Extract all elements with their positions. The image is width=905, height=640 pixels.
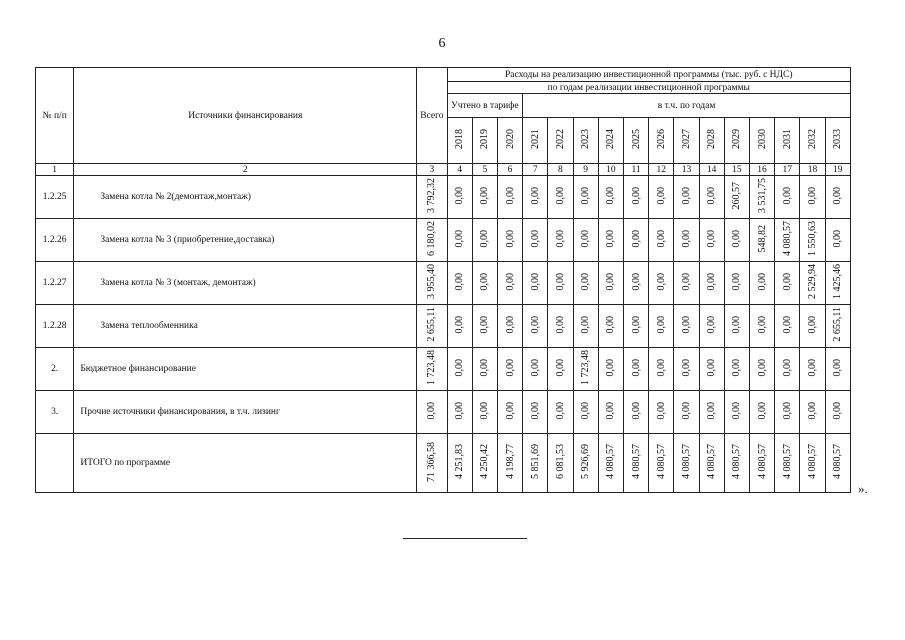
row-year-value: 6 081,53	[548, 434, 573, 493]
row-year-value: 0,00	[472, 391, 497, 434]
header-sources: Источники финансирования	[74, 68, 417, 164]
row-year-value: 0,00	[674, 348, 699, 391]
row-year-value: 0,00	[699, 348, 724, 391]
row-year-value: 0,00	[447, 176, 472, 219]
year-header: 2020	[497, 118, 522, 164]
row-year-value: 0,00	[674, 219, 699, 262]
row-year-value: 4 080,57	[775, 434, 800, 493]
row-year-value: 0,00	[623, 348, 648, 391]
row-year-value: 0,00	[674, 305, 699, 348]
row-number: 3.	[36, 391, 74, 434]
table-row	[36, 391, 851, 434]
column-number: 2	[74, 164, 417, 176]
column-number: 1	[36, 164, 74, 176]
row-total-value: 6 180,02	[417, 219, 447, 262]
row-year-value: 0,00	[749, 262, 774, 305]
row-year-value: 0,00	[623, 262, 648, 305]
row-year-value: 0,00	[825, 219, 850, 262]
row-year-value: 0,00	[497, 176, 522, 219]
row-year-value: 0,00	[472, 348, 497, 391]
table-row	[36, 219, 851, 262]
row-year-value: 0,00	[523, 176, 548, 219]
table-row	[36, 262, 851, 305]
row-year-value: 0,00	[649, 262, 674, 305]
row-year-value: 5 926,69	[573, 434, 598, 493]
row-year-value: 0,00	[447, 262, 472, 305]
row-year-value: 0,00	[523, 305, 548, 348]
row-year-value: 4 080,57	[623, 434, 648, 493]
row-year-value: 0,00	[548, 305, 573, 348]
row-year-value: 0,00	[749, 305, 774, 348]
header-total: Всего	[417, 68, 447, 164]
row-total-value: 2 655,11	[417, 305, 447, 348]
row-total-value: 3 792,32	[417, 176, 447, 219]
row-number: 1.2.26	[36, 219, 74, 262]
row-source-name: Замена теплообменника	[74, 305, 417, 348]
row-year-value: 0,00	[649, 391, 674, 434]
row-year-value: 0,00	[749, 391, 774, 434]
row-year-value: 0,00	[699, 219, 724, 262]
row-year-value: 4 080,57	[825, 434, 850, 493]
row-number: 1.2.27	[36, 262, 74, 305]
year-header: 2021	[523, 118, 548, 164]
row-year-value: 0,00	[825, 391, 850, 434]
column-number: 11	[623, 164, 648, 176]
row-year-value: 0,00	[548, 262, 573, 305]
row-source-name: Бюджетное финансирование	[74, 348, 417, 391]
row-total-value: 1 723,48	[417, 348, 447, 391]
row-year-value: 0,00	[623, 176, 648, 219]
row-year-value: 0,00	[674, 176, 699, 219]
row-year-value: 1 550,63	[800, 219, 825, 262]
row-year-value: 0,00	[800, 391, 825, 434]
row-year-value: 0,00	[497, 348, 522, 391]
table-row	[36, 305, 851, 348]
table-row	[36, 348, 851, 391]
table-header	[36, 68, 851, 176]
column-number: 3	[417, 164, 447, 176]
row-year-value: 4 251,83	[447, 434, 472, 493]
year-header: 2027	[674, 118, 699, 164]
row-year-value: 4 198,77	[497, 434, 522, 493]
page-number: 6	[438, 36, 446, 51]
row-year-value: 0,00	[472, 305, 497, 348]
row-year-value: 0,00	[573, 219, 598, 262]
column-number: 18	[800, 164, 825, 176]
row-year-value: 4 080,57	[800, 434, 825, 493]
header-by-years: по годам реализации инвестиционной программы	[447, 82, 850, 94]
year-header: 2029	[724, 118, 749, 164]
year-header: 2031	[775, 118, 800, 164]
year-header: 2018	[447, 118, 472, 164]
year-header: 2033	[825, 118, 850, 164]
row-year-value: 0,00	[472, 176, 497, 219]
header-incl-by-years: в т.ч. по годам	[523, 94, 851, 118]
row-year-value: 0,00	[699, 391, 724, 434]
row-year-value: 0,00	[775, 262, 800, 305]
column-number: 17	[775, 164, 800, 176]
header-num: № п/п	[36, 68, 74, 164]
row-year-value: 0,00	[775, 305, 800, 348]
footer-rule	[403, 538, 527, 539]
table-row	[36, 434, 851, 493]
column-number: 6	[497, 164, 522, 176]
row-year-value: 0,00	[523, 262, 548, 305]
row-year-value: 0,00	[598, 391, 623, 434]
year-header: 2026	[649, 118, 674, 164]
row-year-value: 4 080,57	[598, 434, 623, 493]
row-year-value: 4 080,57	[699, 434, 724, 493]
closing-quote: ».	[858, 481, 868, 496]
row-year-value: 0,00	[825, 176, 850, 219]
row-year-value: 0,00	[800, 348, 825, 391]
column-number: 13	[674, 164, 699, 176]
row-year-value: 0,00	[649, 305, 674, 348]
row-year-value: 0,00	[523, 219, 548, 262]
row-year-value: 0,00	[523, 348, 548, 391]
row-year-value: 548,82	[749, 219, 774, 262]
row-year-value: 3 531,75	[749, 176, 774, 219]
column-number: 5	[472, 164, 497, 176]
column-number: 9	[573, 164, 598, 176]
row-year-value: 0,00	[447, 219, 472, 262]
row-year-value: 0,00	[447, 391, 472, 434]
row-year-value: 0,00	[573, 305, 598, 348]
year-header: 2022	[548, 118, 573, 164]
row-year-value: 0,00	[497, 262, 522, 305]
row-year-value: 0,00	[724, 391, 749, 434]
row-source-name: Замена котла № 2(демонтаж,монтаж)	[74, 176, 417, 219]
row-year-value: 0,00	[623, 219, 648, 262]
row-year-value: 0,00	[447, 305, 472, 348]
row-year-value: 0,00	[447, 348, 472, 391]
column-number: 15	[724, 164, 749, 176]
row-year-value: 4 080,57	[775, 219, 800, 262]
year-header: 2028	[699, 118, 724, 164]
row-year-value: 260,57	[724, 176, 749, 219]
row-year-value: 4 080,57	[649, 434, 674, 493]
row-year-value: 0,00	[775, 391, 800, 434]
table-row	[36, 176, 851, 219]
row-year-value: 0,00	[472, 262, 497, 305]
row-year-value: 0,00	[775, 348, 800, 391]
row-year-value: 0,00	[497, 391, 522, 434]
row-year-value: 0,00	[800, 305, 825, 348]
row-year-value: 0,00	[649, 176, 674, 219]
row-year-value: 0,00	[623, 305, 648, 348]
row-source-name: Прочие источники финансирования, в т.ч. лизинг	[74, 391, 417, 434]
header-expenses: Расходы на реализацию инвестиционной программы (тыс. руб. с НДС)	[447, 68, 850, 82]
row-year-value: 0,00	[699, 262, 724, 305]
column-number: 16	[749, 164, 774, 176]
row-year-value: 5 851,69	[523, 434, 548, 493]
row-source-name: Замена котла № 3 (монтаж, демонтаж)	[74, 262, 417, 305]
row-year-value: 4 080,57	[749, 434, 774, 493]
row-year-value: 0,00	[724, 348, 749, 391]
row-source-name: Замена котла № 3 (приобретение,доставка)	[74, 219, 417, 262]
row-year-value: 0,00	[623, 391, 648, 434]
column-number: 10	[598, 164, 623, 176]
year-header: 2019	[472, 118, 497, 164]
row-year-value: 0,00	[548, 176, 573, 219]
row-year-value: 0,00	[598, 219, 623, 262]
row-year-value: 0,00	[472, 219, 497, 262]
row-year-value: 0,00	[497, 219, 522, 262]
year-header: 2032	[800, 118, 825, 164]
row-number: 2.	[36, 348, 74, 391]
row-year-value: 0,00	[573, 391, 598, 434]
row-year-value: 0,00	[749, 348, 774, 391]
row-year-value: 0,00	[598, 305, 623, 348]
row-year-value: 0,00	[699, 305, 724, 348]
row-year-value: 0,00	[598, 176, 623, 219]
row-year-value: 0,00	[573, 262, 598, 305]
row-year-value: 1 425,46	[825, 262, 850, 305]
financing-table	[35, 67, 851, 493]
row-year-value: 0,00	[548, 348, 573, 391]
row-number: 1.2.25	[36, 176, 74, 219]
row-total-value: 3 955,40	[417, 262, 447, 305]
row-source-name: ИТОГО по программе	[74, 434, 417, 493]
column-number: 19	[825, 164, 850, 176]
header-in-tariff: Учтено в тарифе	[447, 94, 523, 118]
row-year-value: 0,00	[497, 305, 522, 348]
row-year-value: 4 250,42	[472, 434, 497, 493]
row-year-value: 2 529,94	[800, 262, 825, 305]
row-total-value: 71 366,58	[417, 434, 447, 493]
row-year-value: 0,00	[724, 219, 749, 262]
row-year-value: 0,00	[800, 176, 825, 219]
row-year-value: 0,00	[674, 262, 699, 305]
row-year-value: 0,00	[649, 348, 674, 391]
row-number	[36, 434, 74, 493]
row-year-value: 4 080,57	[724, 434, 749, 493]
year-header: 2023	[573, 118, 598, 164]
year-header: 2030	[749, 118, 774, 164]
row-year-value: 0,00	[598, 262, 623, 305]
row-year-value: 4 080,57	[674, 434, 699, 493]
row-year-value: 0,00	[724, 305, 749, 348]
column-number: 4	[447, 164, 472, 176]
row-total-value: 0,00	[417, 391, 447, 434]
row-year-value: 0,00	[523, 391, 548, 434]
row-year-value: 0,00	[573, 176, 598, 219]
row-year-value: 0,00	[699, 176, 724, 219]
row-year-value: 0,00	[649, 219, 674, 262]
row-year-value: 0,00	[548, 391, 573, 434]
row-year-value: 0,00	[548, 219, 573, 262]
row-year-value: 0,00	[825, 348, 850, 391]
column-number: 8	[548, 164, 573, 176]
row-year-value: 0,00	[775, 176, 800, 219]
row-year-value: 1 723,48	[573, 348, 598, 391]
row-year-value: 2 655,11	[825, 305, 850, 348]
table-body	[36, 176, 851, 493]
column-number: 12	[649, 164, 674, 176]
row-year-value: 0,00	[724, 262, 749, 305]
year-header: 2024	[598, 118, 623, 164]
column-numbers-row	[36, 164, 851, 176]
row-number: 1.2.28	[36, 305, 74, 348]
row-year-value: 0,00	[674, 391, 699, 434]
year-header: 2025	[623, 118, 648, 164]
column-number: 7	[523, 164, 548, 176]
row-year-value: 0,00	[598, 348, 623, 391]
column-number: 14	[699, 164, 724, 176]
